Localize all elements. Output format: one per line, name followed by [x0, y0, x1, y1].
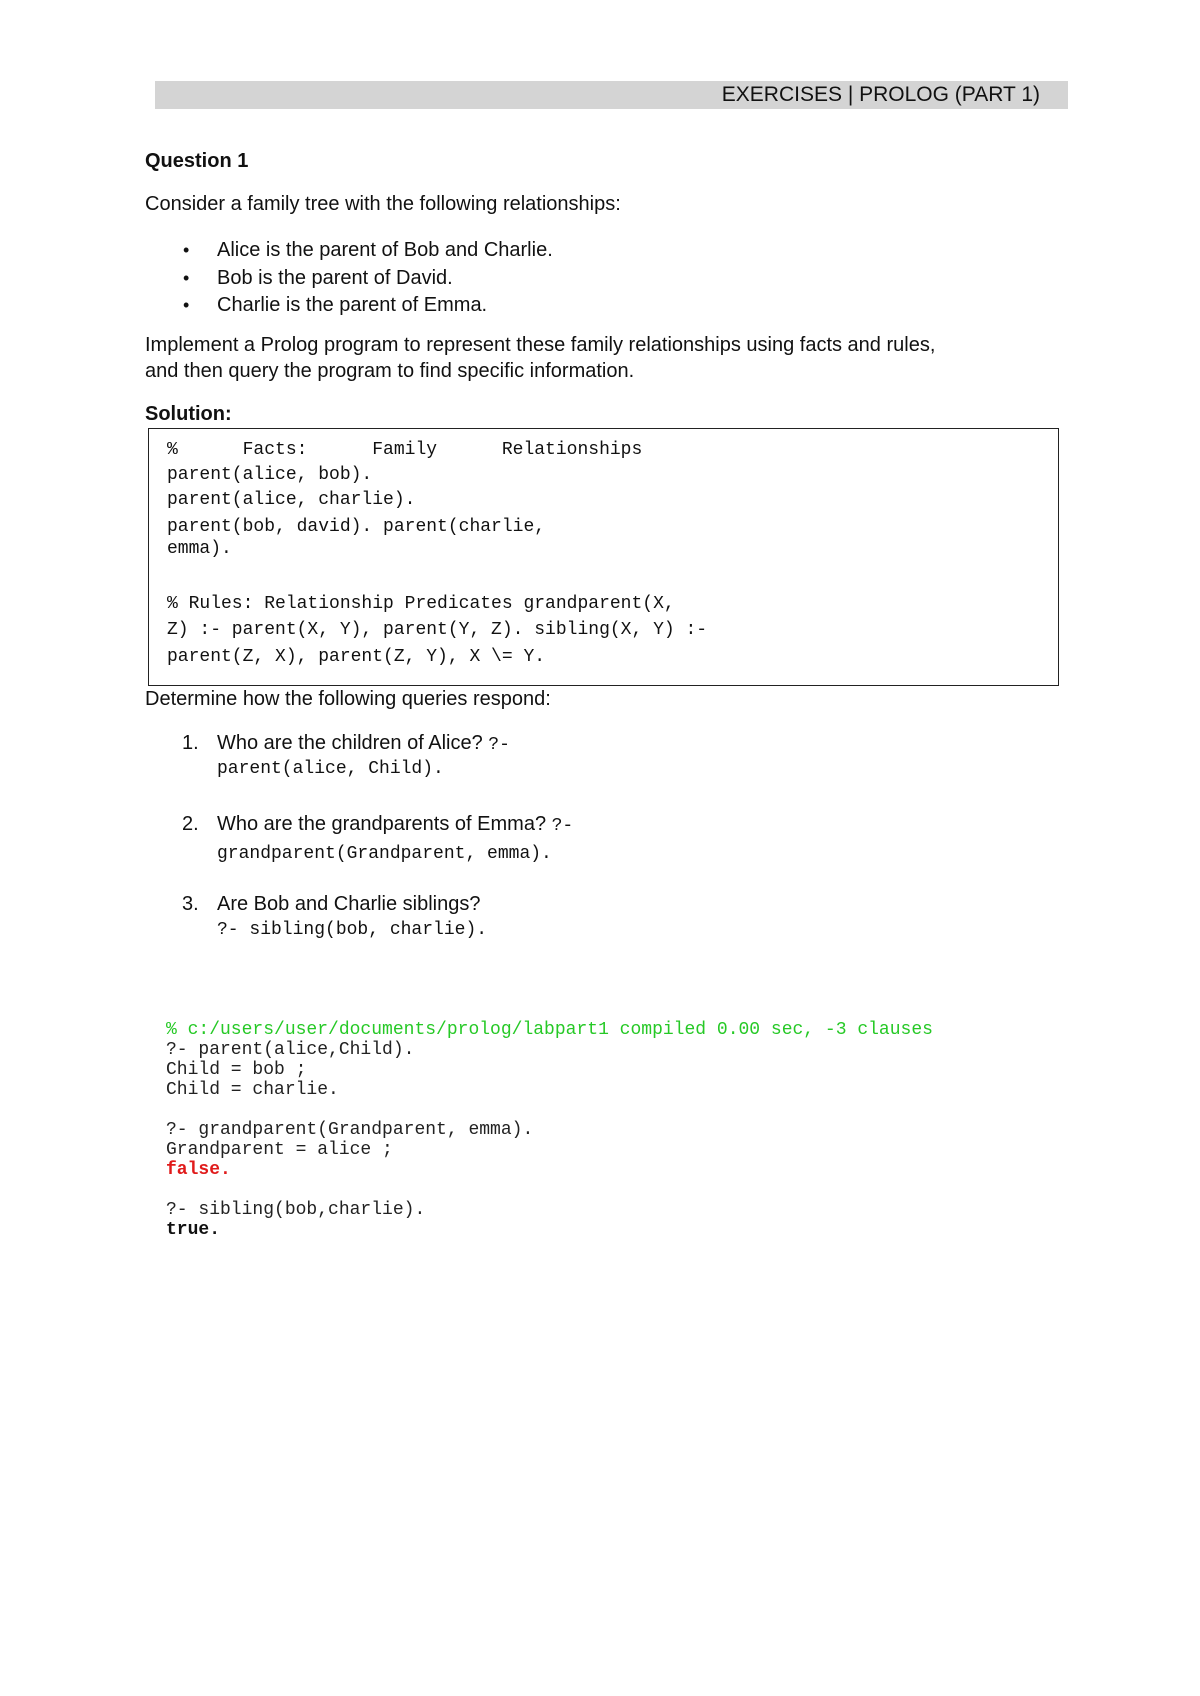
- query-text: Are Bob and Charlie siblings?: [217, 893, 481, 915]
- bullet-icon: •: [183, 267, 190, 288]
- question-intro: Consider a family tree with the following relationships:: [145, 193, 621, 215]
- code-line: parent(alice, charlie).: [167, 490, 416, 510]
- bullet-icon: •: [183, 240, 190, 260]
- query-text: Who are the grandparents of Emma? ?-: [217, 813, 574, 836]
- question-title: Question 1: [145, 150, 249, 172]
- bullet-icon: •: [183, 295, 190, 315]
- header-title: EXERCISES | PROLOG (PART 1): [721, 83, 1040, 106]
- code-line: Z) :- parent(X, Y), parent(Y, Z). sibling(X, Y) :-: [167, 620, 708, 640]
- query-number: 3.: [182, 893, 199, 915]
- code-line: parent(bob, david). parent(charlie,: [167, 517, 546, 537]
- console-false-result: false.: [166, 1160, 231, 1180]
- queries-intro: Determine how the following queries respond:: [145, 688, 551, 710]
- query-number: 2.: [182, 813, 199, 835]
- code-line: emma).: [167, 539, 232, 559]
- solution-label: Solution:: [145, 403, 232, 425]
- query-number: 1.: [182, 732, 199, 754]
- console-query-3: ?- sibling(bob,charlie).: [166, 1200, 426, 1220]
- relationship-list: [145, 237, 553, 320]
- query-code: ?- sibling(bob, charlie).: [217, 920, 488, 940]
- query-code: grandparent(Grandparent, emma).: [217, 844, 552, 864]
- task-description: Implement a Prolog program to represent these family relationships using facts and rules, and then query the program to find specific information.: [145, 334, 936, 382]
- console-compiled-line: % c:/users/user/documents/prolog/labpart1 compiled 0.00 sec, -3 clauses: [166, 1020, 933, 1040]
- solution-code-box: [148, 428, 1059, 686]
- page-header: [155, 81, 1068, 109]
- query-text: Who are the children of Alice? ?-: [217, 732, 510, 755]
- console-result: Child = charlie.: [166, 1080, 339, 1100]
- code-line: parent(alice, bob).: [167, 465, 373, 485]
- console-query-1: ?- parent(alice,Child).: [166, 1040, 415, 1060]
- list-item: • Bob is the parent of David.: [145, 265, 553, 293]
- query-code: parent(alice, Child).: [217, 759, 444, 779]
- code-line: % Facts: Family Relationships: [167, 440, 643, 460]
- code-line: parent(Z, X), parent(Z, Y), X \= Y.: [167, 647, 546, 667]
- console-result: Child = bob ;: [166, 1060, 307, 1080]
- list-item: • Charlie is the parent of Emma.: [145, 292, 553, 320]
- list-item: • Alice is the parent of Bob and Charlie.: [145, 237, 553, 265]
- console-query-2: ?- grandparent(Grandparent, emma).: [166, 1120, 534, 1140]
- console-true-result: true.: [166, 1220, 221, 1240]
- code-line: % Rules: Relationship Predicates grandparent(X,: [167, 594, 675, 614]
- console-result: Grandparent = alice ;: [166, 1140, 393, 1160]
